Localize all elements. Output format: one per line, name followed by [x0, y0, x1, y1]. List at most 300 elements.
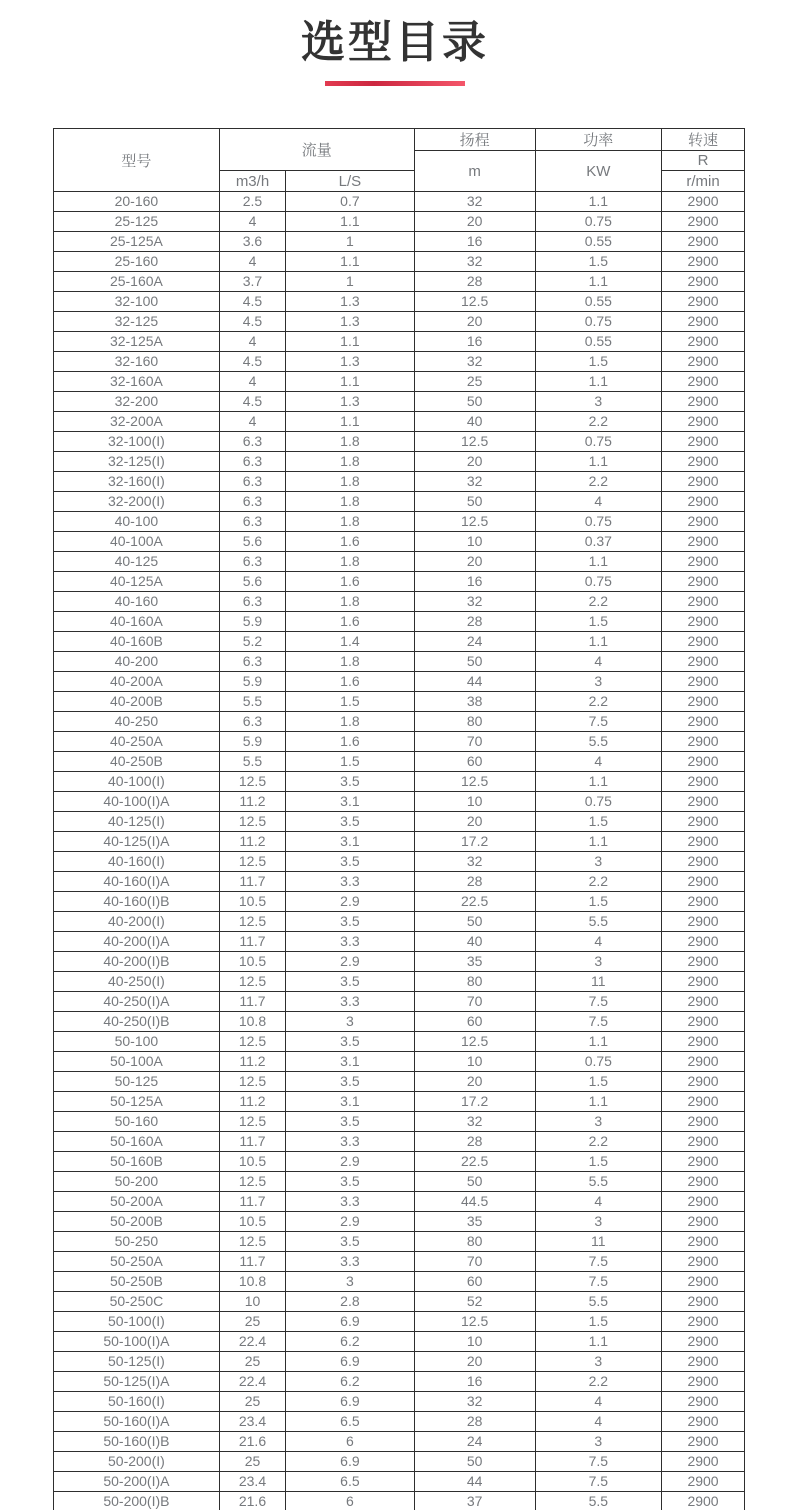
- flow-ls-cell: 3.5: [286, 1032, 415, 1052]
- power-cell: 11: [535, 1232, 661, 1252]
- table-body: [54, 192, 745, 1510]
- speed-cell: 2900: [662, 372, 745, 392]
- model-cell: 32-160A: [54, 372, 220, 392]
- flow-ls-cell: 1.1: [286, 212, 415, 232]
- head-cell: 20: [414, 552, 535, 572]
- speed-cell: 2900: [662, 1092, 745, 1112]
- flow-m3h-cell: 4: [219, 252, 285, 272]
- power-cell: 0.75: [535, 212, 661, 232]
- speed-cell: 2900: [662, 752, 745, 772]
- speed-cell: 2900: [662, 512, 745, 532]
- speed-cell: 2900: [662, 1372, 745, 1392]
- flow-m3h-cell: 4.5: [219, 292, 285, 312]
- flow-m3h-cell: 6.3: [219, 512, 285, 532]
- model-cell: 50-125(I)A: [54, 1372, 220, 1392]
- column-header-flow: 流量: [219, 129, 414, 171]
- column-unit-flow-ls: L/S: [286, 171, 415, 192]
- table-row: [54, 452, 745, 472]
- flow-m3h-cell: 12.5: [219, 852, 285, 872]
- table-row: [54, 252, 745, 272]
- model-cell: 40-160B: [54, 632, 220, 652]
- flow-m3h-cell: 3.7: [219, 272, 285, 292]
- model-cell: 40-160(I): [54, 852, 220, 872]
- column-unit-speed-r: R: [662, 151, 745, 171]
- model-cell: 25-160A: [54, 272, 220, 292]
- speed-cell: 2900: [662, 832, 745, 852]
- flow-m3h-cell: 6.3: [219, 592, 285, 612]
- speed-cell: 2900: [662, 912, 745, 932]
- speed-cell: 2900: [662, 1072, 745, 1092]
- table-row: [54, 1352, 745, 1372]
- model-cell: 32-200: [54, 392, 220, 412]
- flow-ls-cell: 1.3: [286, 312, 415, 332]
- model-cell: 40-100(I)A: [54, 792, 220, 812]
- flow-ls-cell: 1.3: [286, 392, 415, 412]
- model-cell: 50-250C: [54, 1292, 220, 1312]
- head-cell: 28: [414, 1132, 535, 1152]
- power-cell: 1.5: [535, 892, 661, 912]
- table-row: [54, 632, 745, 652]
- model-cell: 50-125A: [54, 1092, 220, 1112]
- flow-m3h-cell: 11.7: [219, 992, 285, 1012]
- head-cell: 80: [414, 712, 535, 732]
- model-cell: 40-250A: [54, 732, 220, 752]
- speed-cell: 2900: [662, 992, 745, 1012]
- power-cell: 1.1: [535, 772, 661, 792]
- speed-cell: 2900: [662, 1292, 745, 1312]
- head-cell: 40: [414, 412, 535, 432]
- flow-m3h-cell: 25: [219, 1352, 285, 1372]
- table-row: [54, 232, 745, 252]
- head-cell: 37: [414, 1492, 535, 1510]
- flow-ls-cell: 1.8: [286, 452, 415, 472]
- head-cell: 16: [414, 232, 535, 252]
- flow-ls-cell: 2.9: [286, 952, 415, 972]
- column-unit-head-m: m: [414, 151, 535, 192]
- head-cell: 28: [414, 872, 535, 892]
- flow-m3h-cell: 22.4: [219, 1372, 285, 1392]
- speed-cell: 2900: [662, 872, 745, 892]
- model-cell: 50-250: [54, 1232, 220, 1252]
- flow-ls-cell: 1.8: [286, 432, 415, 452]
- speed-cell: 2900: [662, 1052, 745, 1072]
- power-cell: 2.2: [535, 592, 661, 612]
- flow-m3h-cell: 5.9: [219, 672, 285, 692]
- speed-cell: 2900: [662, 632, 745, 652]
- speed-cell: 2900: [662, 252, 745, 272]
- power-cell: 5.5: [535, 732, 661, 752]
- power-cell: 4: [535, 752, 661, 772]
- power-cell: 7.5: [535, 712, 661, 732]
- power-cell: 7.5: [535, 992, 661, 1012]
- head-cell: 32: [414, 1112, 535, 1132]
- model-cell: 40-125(I)A: [54, 832, 220, 852]
- column-unit-flow-m3h: m3/h: [219, 171, 285, 192]
- flow-ls-cell: 1.6: [286, 532, 415, 552]
- head-cell: 12.5: [414, 432, 535, 452]
- head-cell: 17.2: [414, 832, 535, 852]
- head-cell: 44: [414, 672, 535, 692]
- head-cell: 10: [414, 1332, 535, 1352]
- model-cell: 32-200(I): [54, 492, 220, 512]
- flow-m3h-cell: 4: [219, 412, 285, 432]
- power-cell: 1.5: [535, 812, 661, 832]
- head-cell: 35: [414, 952, 535, 972]
- power-cell: 1.1: [535, 832, 661, 852]
- table-row: [54, 1192, 745, 1212]
- flow-ls-cell: 1.6: [286, 672, 415, 692]
- table-row: [54, 1252, 745, 1272]
- flow-m3h-cell: 10.8: [219, 1272, 285, 1292]
- head-cell: 20: [414, 812, 535, 832]
- table-row: [54, 1452, 745, 1472]
- table-row: [54, 1072, 745, 1092]
- table-row: [54, 332, 745, 352]
- head-cell: 12.5: [414, 1312, 535, 1332]
- table-row: [54, 312, 745, 332]
- power-cell: 3: [535, 1212, 661, 1232]
- flow-ls-cell: 1.1: [286, 372, 415, 392]
- model-cell: 50-200(I)B: [54, 1492, 220, 1510]
- model-cell: 40-200(I)A: [54, 932, 220, 952]
- head-cell: 52: [414, 1292, 535, 1312]
- page-title: 选型目录: [301, 18, 489, 67]
- table-row: [54, 1052, 745, 1072]
- model-cell: 40-250: [54, 712, 220, 732]
- head-cell: 12.5: [414, 1032, 535, 1052]
- head-cell: 50: [414, 912, 535, 932]
- table-row: [54, 1432, 745, 1452]
- table-row: [54, 492, 745, 512]
- model-cell: 32-160(I): [54, 472, 220, 492]
- table-row: [54, 1012, 745, 1032]
- head-cell: 60: [414, 1272, 535, 1292]
- power-cell: 1.5: [535, 1152, 661, 1172]
- speed-cell: 2900: [662, 1112, 745, 1132]
- model-cell: 40-160A: [54, 612, 220, 632]
- power-cell: 1.5: [535, 352, 661, 372]
- head-cell: 32: [414, 592, 535, 612]
- flow-ls-cell: 3.1: [286, 1092, 415, 1112]
- head-cell: 20: [414, 1352, 535, 1372]
- flow-ls-cell: 3.3: [286, 872, 415, 892]
- table-row: [54, 372, 745, 392]
- table-row: [54, 592, 745, 612]
- model-cell: 50-200A: [54, 1192, 220, 1212]
- table-row: [54, 1292, 745, 1312]
- flow-m3h-cell: 11.7: [219, 1192, 285, 1212]
- head-cell: 50: [414, 392, 535, 412]
- head-cell: 50: [414, 1172, 535, 1192]
- head-cell: 28: [414, 1412, 535, 1432]
- flow-m3h-cell: 6.3: [219, 552, 285, 572]
- table-row: [54, 1232, 745, 1252]
- speed-cell: 2900: [662, 192, 745, 212]
- speed-cell: 2900: [662, 1332, 745, 1352]
- flow-m3h-cell: 10.5: [219, 1212, 285, 1232]
- table-row: [54, 292, 745, 312]
- table-row: [54, 932, 745, 952]
- model-cell: 40-100: [54, 512, 220, 532]
- title-underline-decoration: [325, 81, 465, 86]
- power-cell: 0.75: [535, 432, 661, 452]
- power-cell: 5.5: [535, 1292, 661, 1312]
- flow-ls-cell: 1.8: [286, 492, 415, 512]
- model-cell: 50-160(I)A: [54, 1412, 220, 1432]
- flow-ls-cell: 2.9: [286, 892, 415, 912]
- flow-m3h-cell: 11.2: [219, 1092, 285, 1112]
- flow-ls-cell: 6.5: [286, 1412, 415, 1432]
- model-cell: 32-125A: [54, 332, 220, 352]
- flow-m3h-cell: 25: [219, 1452, 285, 1472]
- head-cell: 22.5: [414, 1152, 535, 1172]
- flow-ls-cell: 1.8: [286, 592, 415, 612]
- table-row: [54, 192, 745, 212]
- model-cell: 25-125: [54, 212, 220, 232]
- model-cell: 32-100(I): [54, 432, 220, 452]
- flow-ls-cell: 1: [286, 272, 415, 292]
- power-cell: 2.2: [535, 872, 661, 892]
- speed-cell: 2900: [662, 1272, 745, 1292]
- power-cell: 2.2: [535, 692, 661, 712]
- head-cell: 32: [414, 852, 535, 872]
- head-cell: 24: [414, 632, 535, 652]
- flow-ls-cell: 1.5: [286, 692, 415, 712]
- power-cell: 5.5: [535, 1172, 661, 1192]
- flow-ls-cell: 6: [286, 1492, 415, 1510]
- power-cell: 1.5: [535, 1312, 661, 1332]
- power-cell: 7.5: [535, 1472, 661, 1492]
- speed-cell: 2900: [662, 452, 745, 472]
- model-cell: 50-100(I)A: [54, 1332, 220, 1352]
- model-cell: 40-250(I): [54, 972, 220, 992]
- flow-m3h-cell: 23.4: [219, 1412, 285, 1432]
- power-cell: 1.1: [535, 1092, 661, 1112]
- flow-ls-cell: 1.5: [286, 752, 415, 772]
- flow-ls-cell: 3.5: [286, 972, 415, 992]
- speed-cell: 2900: [662, 472, 745, 492]
- head-cell: 32: [414, 1392, 535, 1412]
- speed-cell: 2900: [662, 1232, 745, 1252]
- flow-m3h-cell: 4: [219, 212, 285, 232]
- table-row: [54, 272, 745, 292]
- speed-cell: 2900: [662, 492, 745, 512]
- table-row: [54, 792, 745, 812]
- model-cell: 40-160(I)A: [54, 872, 220, 892]
- flow-ls-cell: 1.1: [286, 332, 415, 352]
- model-cell: 40-125: [54, 552, 220, 572]
- power-cell: 3: [535, 1112, 661, 1132]
- flow-m3h-cell: 5.9: [219, 612, 285, 632]
- table-row: [54, 652, 745, 672]
- flow-ls-cell: 6: [286, 1432, 415, 1452]
- head-cell: 12.5: [414, 292, 535, 312]
- head-cell: 20: [414, 212, 535, 232]
- speed-cell: 2900: [662, 1492, 745, 1510]
- flow-ls-cell: 3.5: [286, 912, 415, 932]
- table-header: [54, 129, 745, 192]
- flow-m3h-cell: 21.6: [219, 1492, 285, 1510]
- speed-cell: 2900: [662, 1452, 745, 1472]
- head-cell: 16: [414, 332, 535, 352]
- table-row: [54, 772, 745, 792]
- flow-m3h-cell: 10.5: [219, 1152, 285, 1172]
- flow-ls-cell: 6.5: [286, 1472, 415, 1492]
- power-cell: 4: [535, 492, 661, 512]
- flow-m3h-cell: 6.3: [219, 452, 285, 472]
- flow-m3h-cell: 12.5: [219, 812, 285, 832]
- model-cell: 40-100A: [54, 532, 220, 552]
- speed-cell: 2900: [662, 1012, 745, 1032]
- table-row: [54, 392, 745, 412]
- flow-ls-cell: 1.8: [286, 712, 415, 732]
- table-row: [54, 1412, 745, 1432]
- speed-cell: 2900: [662, 552, 745, 572]
- speed-cell: 2900: [662, 1432, 745, 1452]
- speed-cell: 2900: [662, 332, 745, 352]
- flow-ls-cell: 6.9: [286, 1452, 415, 1472]
- table-row: [54, 432, 745, 452]
- table-row: [54, 412, 745, 432]
- flow-ls-cell: 3.5: [286, 812, 415, 832]
- flow-ls-cell: 1: [286, 232, 415, 252]
- column-unit-power-kw: KW: [535, 151, 661, 192]
- speed-cell: 2900: [662, 972, 745, 992]
- power-cell: 3: [535, 1432, 661, 1452]
- model-cell: 40-250(I)A: [54, 992, 220, 1012]
- table-row: [54, 1112, 745, 1132]
- flow-ls-cell: 6.9: [286, 1352, 415, 1372]
- model-cell: 50-160A: [54, 1132, 220, 1152]
- speed-cell: 2900: [662, 212, 745, 232]
- flow-m3h-cell: 6.3: [219, 432, 285, 452]
- flow-ls-cell: 2.9: [286, 1212, 415, 1232]
- head-cell: 20: [414, 312, 535, 332]
- power-cell: 1.5: [535, 612, 661, 632]
- power-cell: 2.2: [535, 472, 661, 492]
- flow-m3h-cell: 10.8: [219, 1012, 285, 1032]
- head-cell: 44.5: [414, 1192, 535, 1212]
- flow-ls-cell: 1.1: [286, 412, 415, 432]
- speed-cell: 2900: [662, 1352, 745, 1372]
- flow-m3h-cell: 5.5: [219, 692, 285, 712]
- flow-m3h-cell: 11.7: [219, 1252, 285, 1272]
- table-row: [54, 692, 745, 712]
- model-cell: 50-200(I)A: [54, 1472, 220, 1492]
- flow-ls-cell: 3.5: [286, 1072, 415, 1092]
- speed-cell: 2900: [662, 612, 745, 632]
- head-cell: 28: [414, 272, 535, 292]
- flow-m3h-cell: 22.4: [219, 1332, 285, 1352]
- model-cell: 50-200: [54, 1172, 220, 1192]
- speed-cell: 2900: [662, 1472, 745, 1492]
- table-row: [54, 1172, 745, 1192]
- flow-m3h-cell: 11.7: [219, 872, 285, 892]
- model-cell: 50-125(I): [54, 1352, 220, 1372]
- table-row: [54, 1392, 745, 1412]
- speed-cell: 2900: [662, 312, 745, 332]
- head-cell: 16: [414, 1372, 535, 1392]
- table-row: [54, 912, 745, 932]
- flow-m3h-cell: 12.5: [219, 1112, 285, 1132]
- head-cell: 80: [414, 972, 535, 992]
- model-cell: 50-125: [54, 1072, 220, 1092]
- table-row: [54, 732, 745, 752]
- speed-cell: 2900: [662, 1392, 745, 1412]
- model-cell: 40-200B: [54, 692, 220, 712]
- head-cell: 40: [414, 932, 535, 952]
- speed-cell: 2900: [662, 1032, 745, 1052]
- power-cell: 0.75: [535, 312, 661, 332]
- model-cell: 20-160: [54, 192, 220, 212]
- flow-ls-cell: 6.9: [286, 1392, 415, 1412]
- head-cell: 10: [414, 532, 535, 552]
- flow-m3h-cell: 11.2: [219, 792, 285, 812]
- speed-cell: 2900: [662, 1152, 745, 1172]
- head-cell: 22.5: [414, 892, 535, 912]
- model-cell: 40-200(I): [54, 912, 220, 932]
- flow-ls-cell: 6.2: [286, 1332, 415, 1352]
- flow-m3h-cell: 6.3: [219, 712, 285, 732]
- speed-cell: 2900: [662, 672, 745, 692]
- flow-ls-cell: 3: [286, 1012, 415, 1032]
- power-cell: 1.1: [535, 192, 661, 212]
- flow-ls-cell: 2.8: [286, 1292, 415, 1312]
- flow-ls-cell: 3.1: [286, 832, 415, 852]
- power-cell: 0.75: [535, 792, 661, 812]
- speed-cell: 2900: [662, 1192, 745, 1212]
- flow-ls-cell: 1.8: [286, 652, 415, 672]
- speed-cell: 2900: [662, 852, 745, 872]
- head-cell: 12.5: [414, 772, 535, 792]
- power-cell: 7.5: [535, 1272, 661, 1292]
- flow-m3h-cell: 4.5: [219, 312, 285, 332]
- flow-m3h-cell: 12.5: [219, 972, 285, 992]
- speed-cell: 2900: [662, 932, 745, 952]
- power-cell: 3: [535, 852, 661, 872]
- speed-cell: 2900: [662, 412, 745, 432]
- head-cell: 38: [414, 692, 535, 712]
- flow-m3h-cell: 12.5: [219, 1032, 285, 1052]
- head-cell: 35: [414, 1212, 535, 1232]
- table-row: [54, 1272, 745, 1292]
- table-row: [54, 352, 745, 372]
- model-cell: 25-160: [54, 252, 220, 272]
- flow-m3h-cell: 10: [219, 1292, 285, 1312]
- flow-m3h-cell: 5.6: [219, 572, 285, 592]
- speed-cell: 2900: [662, 1252, 745, 1272]
- flow-ls-cell: 1.4: [286, 632, 415, 652]
- model-cell: 50-100A: [54, 1052, 220, 1072]
- power-cell: 1.1: [535, 272, 661, 292]
- pump-selection-table: [53, 128, 745, 1510]
- speed-cell: 2900: [662, 952, 745, 972]
- flow-ls-cell: 1.6: [286, 732, 415, 752]
- speed-cell: 2900: [662, 352, 745, 372]
- power-cell: 1.5: [535, 252, 661, 272]
- speed-cell: 2900: [662, 592, 745, 612]
- flow-m3h-cell: 12.5: [219, 1232, 285, 1252]
- table-row: [54, 852, 745, 872]
- head-cell: 70: [414, 992, 535, 1012]
- flow-ls-cell: 1.8: [286, 512, 415, 532]
- power-cell: 7.5: [535, 1452, 661, 1472]
- model-cell: 50-100: [54, 1032, 220, 1052]
- power-cell: 1.1: [535, 452, 661, 472]
- speed-cell: 2900: [662, 572, 745, 592]
- table-row: [54, 892, 745, 912]
- table-row: [54, 1312, 745, 1332]
